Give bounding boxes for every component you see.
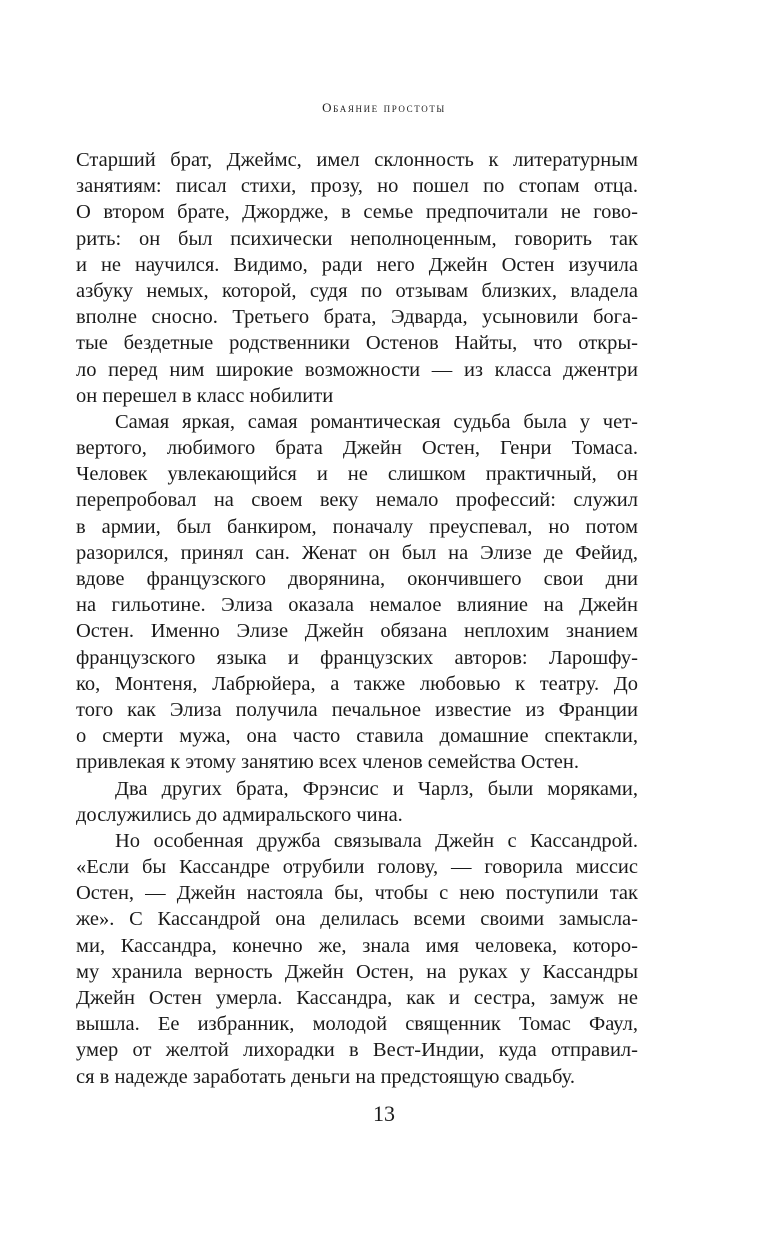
text-line: Самая яркая, самая романтическая судьба была у чет- xyxy=(115,410,638,433)
text-line: «Если бы Кассандре отрубили голову, — говорила миссис xyxy=(76,856,638,879)
text-line: вдове французского дворянина, окончившего свои дни xyxy=(76,568,638,590)
text-line: Человек увлекающийся и не слишком практичный, он xyxy=(76,463,638,486)
text-line: вполне сносно. Третьего брата, Эдварда, усыновили бога- xyxy=(76,306,638,329)
text-line: Старший брат, Джеймс, имел склонность к литературным xyxy=(76,149,638,171)
text-line: о смерти мужа, она часто ставила домашние спектакли, xyxy=(76,725,638,748)
text-line: занятиям: писал стихи, прозу, но пошел по стопам отца. xyxy=(76,175,638,198)
text-line: и не научился. Видимо, ради него Джейн Остен изучила xyxy=(76,253,638,276)
text-line: Но особенная дружба связывала Джейн с Кассандрой. xyxy=(115,829,638,852)
paragraph xyxy=(76,409,638,776)
text-line: в армии, был банкиром, поначалу преуспевал, но потом xyxy=(76,515,638,538)
text-line: Остен. Именно Элизе Джейн обязана неплохим знанием xyxy=(76,620,638,643)
paragraph xyxy=(76,147,638,409)
text-line: му хранила верность Джейн Остен, на руках у Кассандры xyxy=(76,960,638,983)
text-line: ми, Кассандра, конечно же, знала имя человека, которо- xyxy=(76,934,638,957)
text-line: О втором брате, Джордже, в семье предпочитали не гово- xyxy=(76,201,638,224)
text-line: же». С Кассандрой она делилась всеми своими замысла- xyxy=(76,908,638,931)
text-line: ко, Монтеня, Лабрюйера, а также любовью к театру. До xyxy=(76,672,638,695)
text-line: того как Элиза получила печальное известие из Франции xyxy=(76,698,638,721)
running-head: Обаяние простоты xyxy=(322,100,446,115)
text-line: привлекая к этому занятию всех членов семейства Остен. xyxy=(76,751,579,774)
text-line: азбуку немых, которой, судя по отзывам близких, владела xyxy=(76,279,638,302)
page-number: 13 xyxy=(373,1101,395,1126)
text-line: на гильотине. Элиза оказала немалое влияние на Джейн xyxy=(76,594,638,617)
text-line: перепробовал на своем веку немало профессий: служил xyxy=(76,489,638,512)
text-line: вышла. Ее избранник, молодой священник Томас Фаул, xyxy=(76,1013,638,1036)
text-line: ся в надежде заработать деньги на предстоящую свадьбу. xyxy=(76,1065,575,1088)
text-line: дослужились до адмиральского чина. xyxy=(76,803,403,826)
text-line: вертого, любимого брата Джейн Остен, Генри Томаса. xyxy=(76,437,638,460)
text-line: он перешел в класс нобилити xyxy=(76,384,334,407)
body-text xyxy=(76,147,638,1090)
paragraph xyxy=(76,828,638,1090)
text-line: французского языка и французских авторов: Ларошфу- xyxy=(76,646,638,669)
text-line: Остен, — Джейн настояла бы, чтобы с нею поступили так xyxy=(76,882,638,905)
text-line: тые бездетные родственники Остенов Найты, что откры- xyxy=(76,332,638,355)
text-line: ло перед ним широкие возможности — из класса джентри xyxy=(76,358,638,381)
text-line: умер от желтой лихорадки в Вест-Индии, куда отправил- xyxy=(76,1039,638,1062)
text-line: разорился, принял сан. Женат он был на Элизе де Фейид, xyxy=(76,541,638,564)
text-line: рить: он был психически неполноценным, говорить так xyxy=(76,227,638,250)
text-line: Два других брата, Фрэнсис и Чарлз, были моряками, xyxy=(115,777,638,800)
text-line: Джейн Остен умерла. Кассандра, как и сестра, замуж не xyxy=(76,987,638,1009)
paragraph xyxy=(76,776,638,828)
